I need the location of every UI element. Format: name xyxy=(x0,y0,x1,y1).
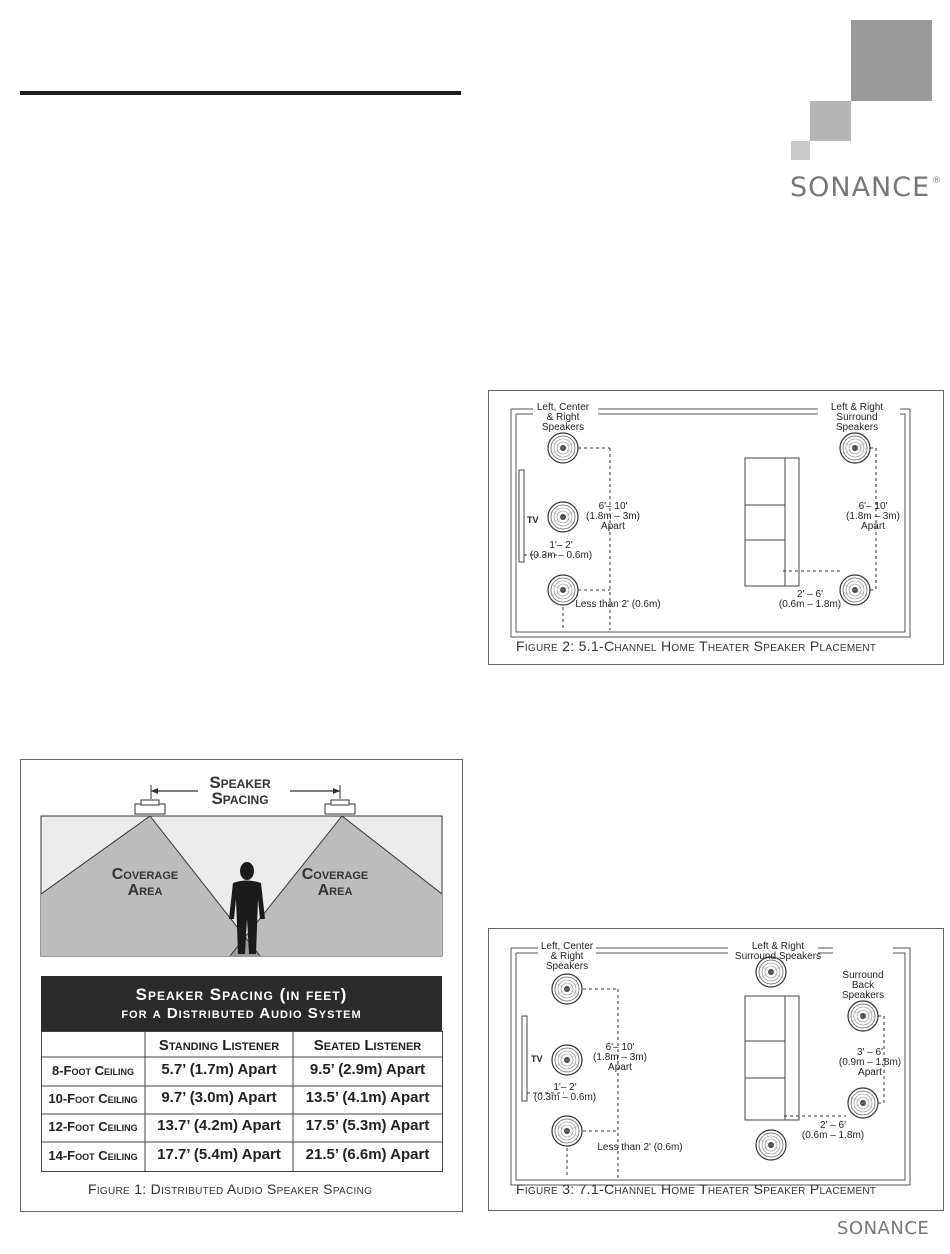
fig2-wall-distance: 1'– 2' (0.3m – 0.6m) xyxy=(529,540,593,561)
footer-brand: SONANCE xyxy=(837,1218,930,1239)
figure-1-caption: Figure 1: Distributed Audio Speaker Spacing xyxy=(88,1181,373,1197)
surround-back-right-speaker xyxy=(848,1088,878,1118)
header-rule xyxy=(20,91,461,95)
fig3-front-distance: 6'– 10' (1.8m – 3m) Apart xyxy=(593,1042,647,1073)
brand-name: SONANCE ® xyxy=(790,172,943,203)
fig3-wall-distance: 1'– 2' (0.3m – 0.6m) xyxy=(533,1082,597,1103)
center-speaker xyxy=(548,502,578,532)
spacing-table-title: Speaker Spacing (in feet) for a Distributed Audio System xyxy=(41,976,442,1031)
fig2-less-than: Less than 2' (0.6m) xyxy=(575,599,661,610)
fig3-back-distance: 3' – 6' (0.9m – 1.8m) Apart xyxy=(838,1047,902,1078)
figure-2-caption: Figure 2: 5.1-Channel Home Theater Speaker Placement xyxy=(516,638,877,654)
coverage-area-right: Coverage Area xyxy=(301,866,369,899)
speaker-spacing-label: Speaker Spacing xyxy=(209,773,271,808)
fig2-tv-label: TV xyxy=(527,515,539,525)
fig2-rear-label: Left & Right Surround Speakers xyxy=(830,402,884,433)
surround-left-speaker xyxy=(840,433,870,463)
table-row-ceiling: 10-Foot Ceiling xyxy=(48,1091,138,1106)
fig2-seat-distance: 2' – 6' (0.6m – 1.8m) xyxy=(778,589,842,610)
table-row-standing: 5.7’ (1.7m) Apart xyxy=(161,1061,277,1078)
table-row-standing: 13.7’ (4.2m) Apart xyxy=(157,1117,281,1134)
table-row-ceiling: 14-Foot Ceiling xyxy=(48,1148,138,1163)
table-row-seated: 17.5’ (5.3m) Apart xyxy=(305,1117,430,1134)
center-speaker xyxy=(552,1045,582,1075)
fig2-rear-distance: 6'– 10' (1.8m – 3m) Apart xyxy=(846,501,900,532)
table-row-standing: 9.7’ (3.0m) Apart xyxy=(161,1089,277,1106)
fig3-seat-distance: 2' – 6' (0.6m – 1.8m) xyxy=(801,1120,865,1141)
fig3-front-label: Left, Center & Right Speakers xyxy=(540,941,594,972)
fig2-front-label: Left, Center & Right Speakers xyxy=(536,402,590,433)
table-row-standing: 17.7’ (5.4m) Apart xyxy=(157,1146,281,1163)
table-row-seated: 9.5’ (2.9m) Apart xyxy=(309,1061,426,1078)
front-right-speaker xyxy=(552,1116,582,1146)
front-left-speaker xyxy=(552,974,582,1004)
table-row-ceiling: 8-Foot Ceiling xyxy=(52,1063,134,1078)
fig3-tv-label: TV xyxy=(531,1054,543,1064)
coverage-area-left: Coverage Area xyxy=(111,866,179,899)
col-header-seated: Seated Listener xyxy=(313,1037,422,1054)
figure-3-caption: Figure 3: 7.1-Channel Home Theater Speaker Placement xyxy=(516,1181,877,1197)
fig3-side-label: Left & Right Surround Speakers xyxy=(734,941,822,962)
table-row-seated: 21.5’ (6.6m) Apart xyxy=(305,1146,430,1163)
fig2-front-distance: 6'– 10' (1.8m – 3m) Apart xyxy=(586,501,640,532)
surround-right-speaker xyxy=(756,1130,786,1160)
table-row-ceiling: 12-Foot Ceiling xyxy=(48,1119,138,1134)
fig3-back-label: Surround Back Speakers xyxy=(841,970,885,1001)
front-left-speaker xyxy=(548,433,578,463)
surround-back-left-speaker xyxy=(848,1001,878,1031)
fig3-less-than: Less than 2' (0.6m) xyxy=(597,1142,683,1153)
table-row-seated: 13.5’ (4.1m) Apart xyxy=(305,1089,430,1106)
col-header-standing: Standing Listener xyxy=(158,1037,280,1054)
